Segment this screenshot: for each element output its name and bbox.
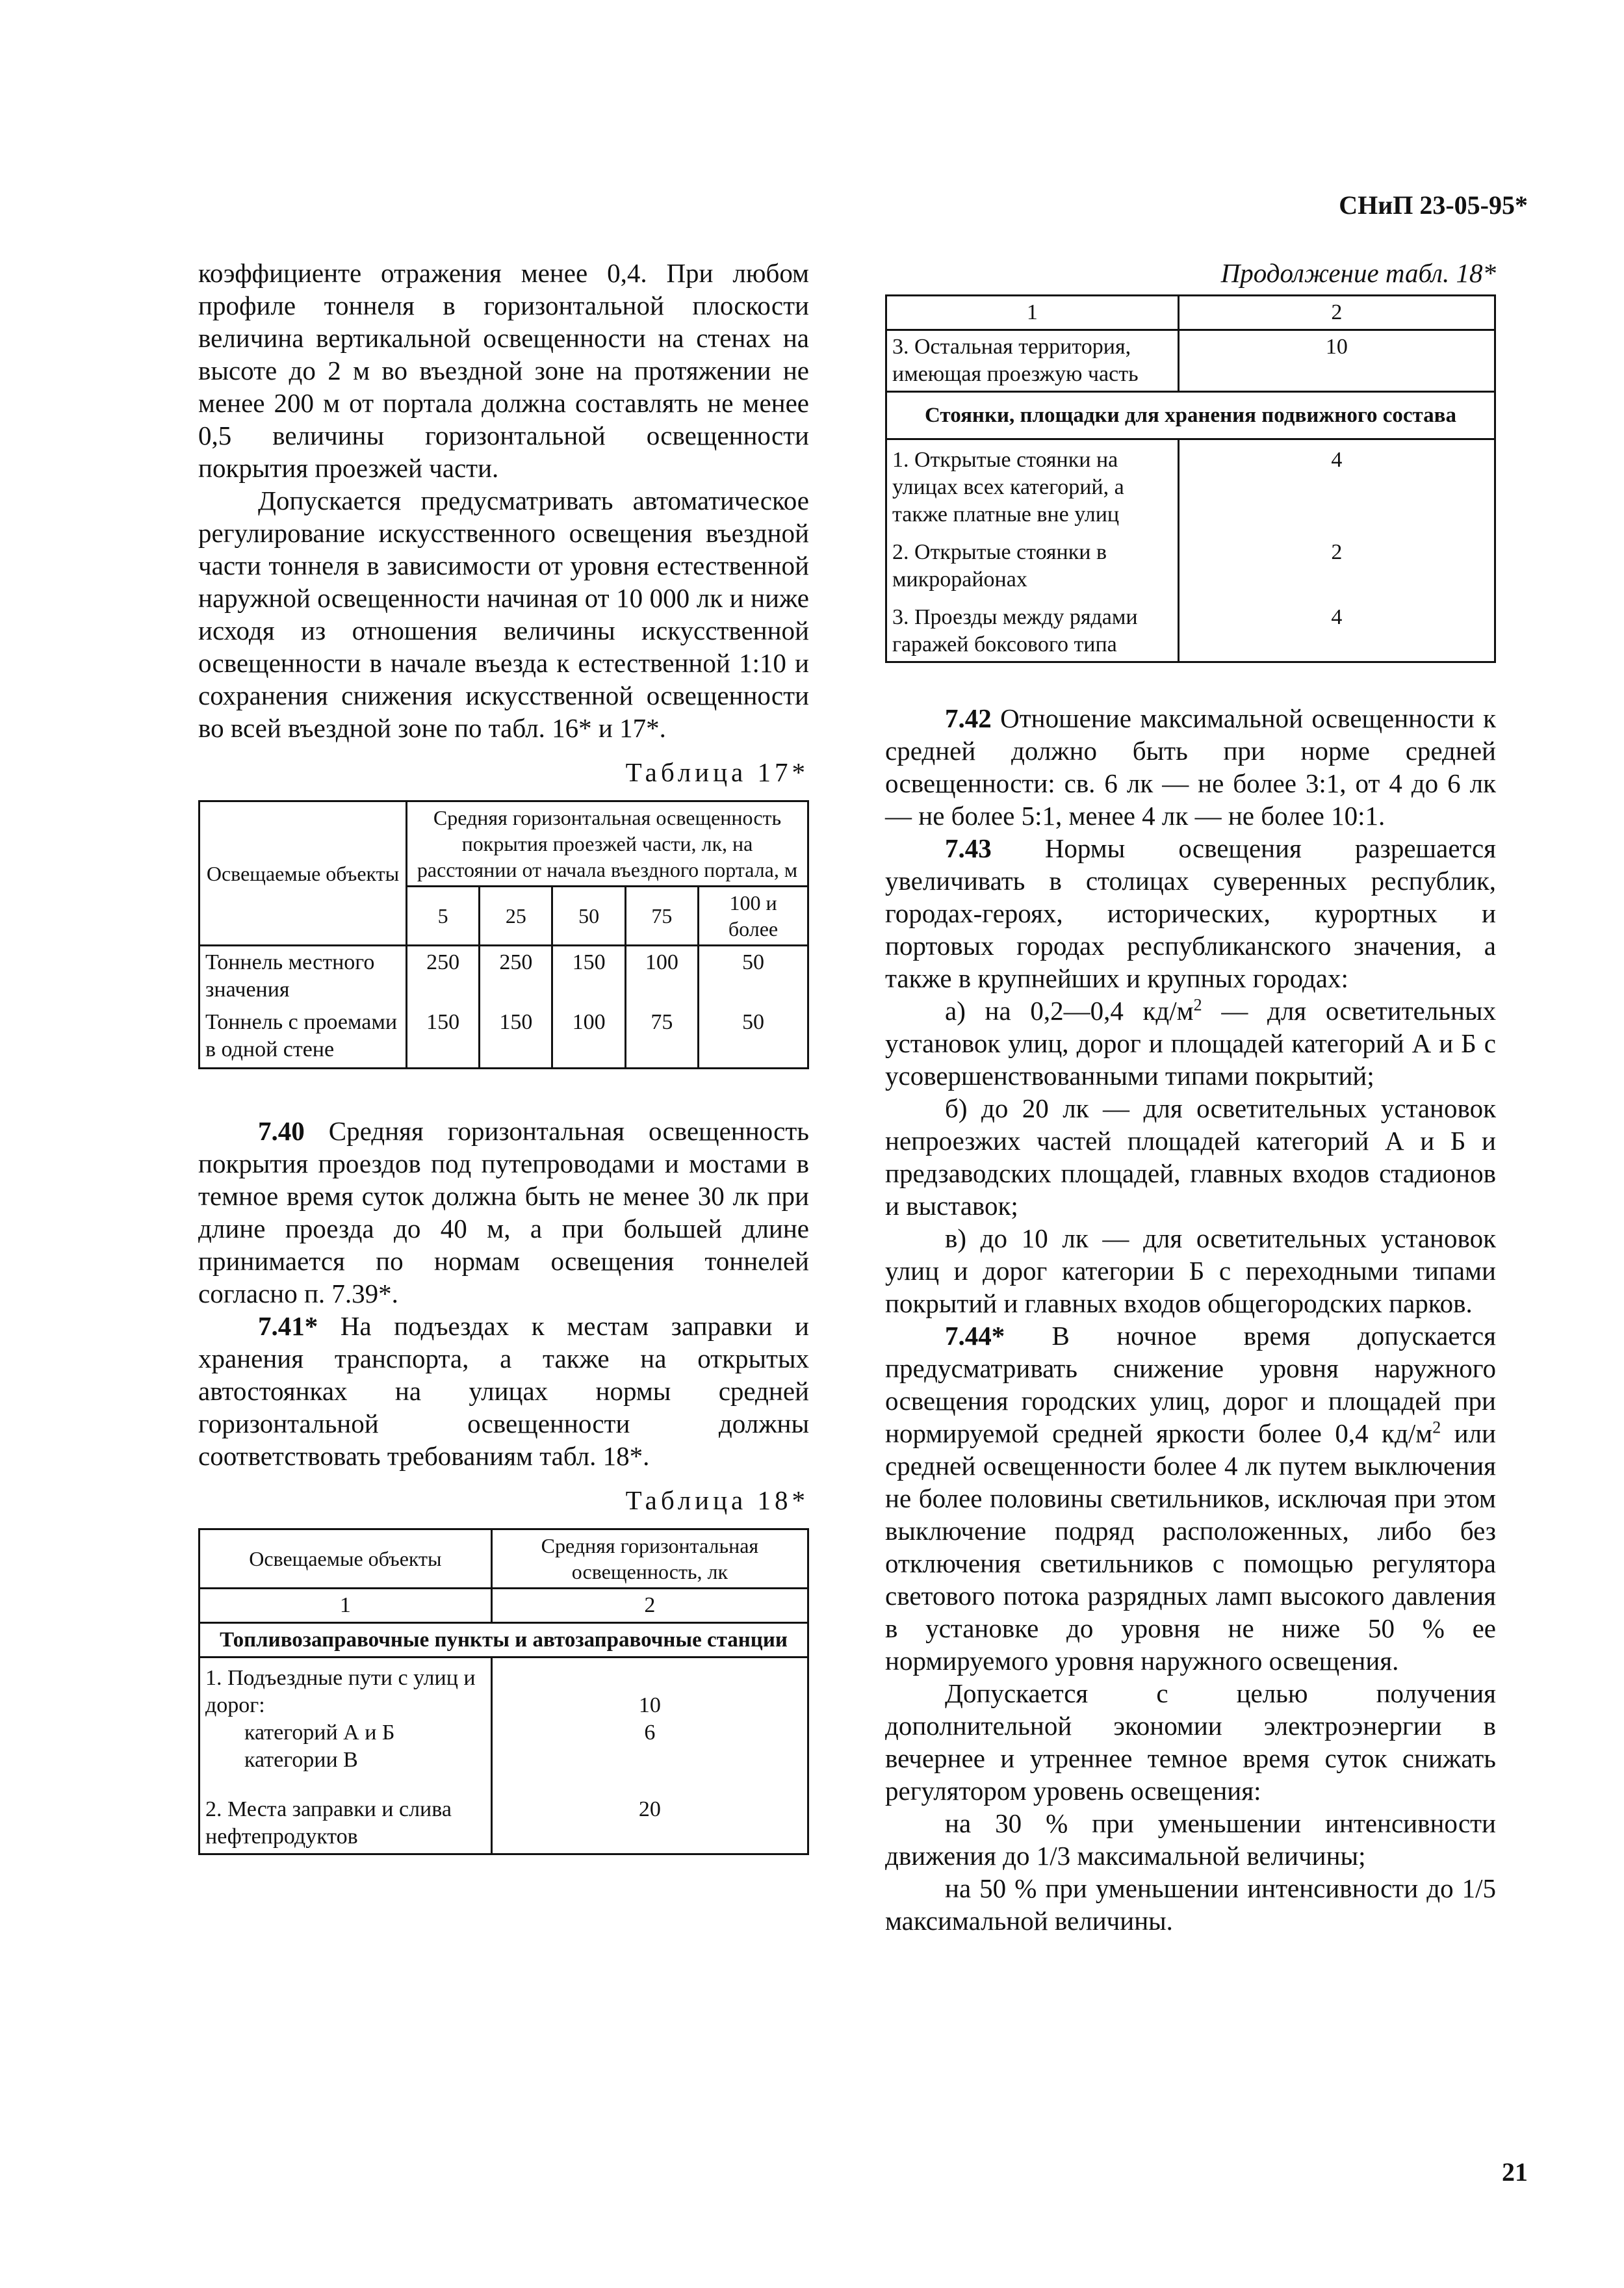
table-18-header-objects: Освещаемые объекты bbox=[200, 1529, 492, 1589]
table-cell: 75 bbox=[625, 1006, 698, 1069]
table-17-header-distance: 100 и более bbox=[699, 887, 808, 946]
table-row bbox=[200, 1006, 808, 1069]
table-row bbox=[200, 946, 808, 1007]
paragraph-7-43-c: в) до 10 лк — для осветительных установок улиц и дорог категории Б с переходными типами покрытий и главных входов общегородских парков. bbox=[885, 1223, 1496, 1318]
paragraph-7-42 bbox=[885, 702, 1496, 832]
row-value: 10 bbox=[638, 1693, 661, 1717]
table-18-continuation bbox=[885, 294, 1496, 663]
clause-number: 7.43 bbox=[945, 833, 992, 863]
table-18-col-number: 2 bbox=[1178, 296, 1495, 330]
superscript: 2 bbox=[1432, 1418, 1441, 1437]
table-cell: 150 bbox=[407, 1006, 480, 1069]
table-row bbox=[886, 330, 1495, 392]
paragraph-reduce-30: на 30 % при уменьшении интенсивности движения до 1/3 максимальной величины; bbox=[885, 1808, 1496, 1871]
table-18-caption: Таблица 18* bbox=[625, 1485, 809, 1515]
table-18-header-value: Средняя горизонтальная освещенность, лк bbox=[491, 1529, 808, 1589]
table-17-header-objects: Освещаемые объекты bbox=[200, 801, 407, 946]
table-cell: 4 bbox=[1178, 439, 1495, 532]
row-label: 1. Подъездные пути с улиц и дорог: bbox=[205, 1666, 476, 1717]
paragraph-7-43 bbox=[885, 832, 1496, 994]
table-row bbox=[200, 1776, 808, 1854]
table-cell: 10 bbox=[1178, 330, 1495, 392]
table-cell: 100 bbox=[625, 946, 698, 1007]
clause-text: В ночное время допускается предусматривать снижение уровня наружного освещения городских улиц, дорог и площадей при нормируемой средней яркости более 0,4 кд/м bbox=[885, 1321, 1496, 1448]
table-cell: Тоннель местного значения bbox=[200, 946, 407, 1007]
clause-text: Нормы освещения разрешается увеличивать в столицах суверенных республик, городах-героях, исторических, курортных и портовых городах республиканского значения, а также в крупнейших и крупных городах: bbox=[885, 833, 1496, 993]
table-18-col-number: 1 bbox=[886, 296, 1179, 330]
table-17-header-distance: 50 bbox=[552, 887, 625, 946]
table-cell: 20 bbox=[491, 1776, 808, 1854]
table-row bbox=[200, 1658, 808, 1777]
table-18-col-number: 2 bbox=[491, 1589, 808, 1623]
table-18-continuation-caption: Продолжение табл. 18* bbox=[1220, 258, 1496, 288]
table-cell bbox=[200, 1658, 492, 1777]
table-17 bbox=[198, 800, 809, 1069]
clause-number: 7.40 bbox=[258, 1116, 305, 1146]
paragraph-7-44 bbox=[885, 1320, 1496, 1677]
table-cell: 100 bbox=[552, 1006, 625, 1069]
table-cell bbox=[491, 1658, 808, 1777]
table-cell: 50 bbox=[699, 1006, 808, 1069]
clause-text: Средняя горизонтальная освещенность покрытия проездов под путепроводами и мостами в темное время суток должна быть не менее 30 лк при длине проезда до 40 м, а при большей длине принимается по нормам освещения тоннелей согласно п. 7.39*. bbox=[198, 1116, 809, 1308]
right-column bbox=[885, 257, 1496, 1937]
table-cell: 3. Проезды между рядами гаражей боксового типа bbox=[886, 596, 1179, 662]
table-row bbox=[886, 439, 1495, 532]
table-18 bbox=[198, 1528, 809, 1855]
superscript: 2 bbox=[1193, 995, 1202, 1015]
table-cell: 150 bbox=[552, 946, 625, 1007]
paragraph-7-41 bbox=[198, 1310, 809, 1472]
document-code: СНиП 23-05-95* bbox=[1339, 190, 1528, 220]
table-17-header-distance: 25 bbox=[480, 887, 552, 946]
row-sublabel: категорий А и Б bbox=[244, 1721, 395, 1745]
table-cell: 250 bbox=[480, 946, 552, 1007]
row-value: 6 bbox=[644, 1721, 656, 1745]
clause-number: 7.42 bbox=[945, 703, 992, 733]
table-17-caption: Таблица 17* bbox=[625, 757, 809, 787]
clause-text: — для осветительных установок улиц, дорог и площадей категорий А и Б с усовершенствованными типами покрытий; bbox=[885, 996, 1496, 1091]
table-cell: 50 bbox=[699, 946, 808, 1007]
table-cell: 1. Открытые стоянки на улицах всех категорий, а также платные вне улиц bbox=[886, 439, 1179, 532]
table-row bbox=[886, 531, 1495, 596]
clause-number: 7.41* bbox=[258, 1311, 318, 1341]
paragraph-7-43-b: б) до 20 лк — для осветительных установок непроезжих частей площадей категорий А и Б и предзаводских площадей, главных входов стадионов и выставок; bbox=[885, 1093, 1496, 1221]
clause-text: а) на 0,2—0,4 кд/м bbox=[945, 996, 1194, 1026]
paragraph-7-40 bbox=[198, 1115, 809, 1310]
table-cell: 2. Открытые стоянки в микрорайонах bbox=[886, 531, 1179, 596]
paragraph-reduce-50: на 50 % при уменьшении интенсивности до 1/5 максимальной величины. bbox=[885, 1873, 1496, 1936]
table-cell: 150 bbox=[480, 1006, 552, 1069]
row-sublabel: категории В bbox=[244, 1748, 358, 1772]
table-cell: Тоннель с проемами в одной стене bbox=[200, 1006, 407, 1069]
table-18-section-parking: Стоянки, площадки для хранения подвижного состава bbox=[886, 392, 1495, 439]
table-17-header-distance: 75 bbox=[625, 887, 698, 946]
paragraph-energy-saving: Допускается с целью получения дополнительной экономии электроэнергии в вечернее и утреннее темное время суток снижать регулятором уровень освещения: bbox=[885, 1678, 1496, 1806]
table-17-header-main: Средняя горизонтальная освещенность покрытия проезжей части, лк, на расстоянии от начала въездного портала, м bbox=[407, 801, 808, 887]
page-number: 21 bbox=[1502, 2157, 1528, 2187]
table-18-col-number: 1 bbox=[200, 1589, 492, 1623]
left-column bbox=[198, 257, 809, 1855]
clause-text: Отношение максимальной освещенности к средней должно быть при норме средней освещенности: св. 6 лк — не более 3:1, от 4 до 6 лк — не более 5:1, менее 4 лк — не более 10:1. bbox=[885, 703, 1496, 831]
table-cell: 2. Места заправки и слива нефтепродуктов bbox=[200, 1776, 492, 1854]
table-cell: 3. Остальная территория, имеющая проезжую часть bbox=[886, 330, 1179, 392]
table-cell: 250 bbox=[407, 946, 480, 1007]
table-17-header-distance: 5 bbox=[407, 887, 480, 946]
paragraph-tunnel-reflection: коэффициенте отражения менее 0,4. При любом профиле тоннеля в горизонтальной плоскости величина вертикальной освещенности на стенах на высоте до 2 м во въездной зоне на протяжении не менее 200 м от портала должна составлять не менее 0,5 величины горизонтальной освещенности покрытия проезжей части. bbox=[198, 258, 809, 483]
clause-number: 7.44* bbox=[945, 1321, 1005, 1351]
table-18-section-fuel: Топливозаправочные пункты и автозаправочные станции bbox=[200, 1623, 808, 1658]
clause-text: На подъездах к местам заправки и хранения транспорта, а также на открытых автостоянках на улицах нормы средней горизонтальной освещенности должны соответствовать требованиям табл. 18*. bbox=[198, 1311, 809, 1471]
paragraph-automatic-regulation: Допускается предусматривать автоматическое регулирование искусственного освещения въездной части тоннеля в зависимости от уровня естественной наружной освещенности начиная от 10 000 лк и ниже исходя из отношения величины искусственной освещенности в начале въезда к естественной 1:10 и сохранения снижения искусственной освещенности во всей въездной зоне по табл. 16* и 17*. bbox=[198, 486, 809, 743]
clause-text: или средней освещенности более 4 лк путем выключения не более половины светильников, исключая при этом выключение подряд расположенных, либо без отключения светильников с помощью регулятора светового потока разрядных ламп высокого давления в установке до уровня не ниже 50 % ее нормируемого уровня наружного освещения. bbox=[885, 1418, 1497, 1676]
paragraph-7-43-a bbox=[885, 994, 1496, 1092]
table-cell: 2 bbox=[1178, 531, 1495, 596]
table-cell: 4 bbox=[1178, 596, 1495, 662]
table-row bbox=[886, 596, 1495, 662]
